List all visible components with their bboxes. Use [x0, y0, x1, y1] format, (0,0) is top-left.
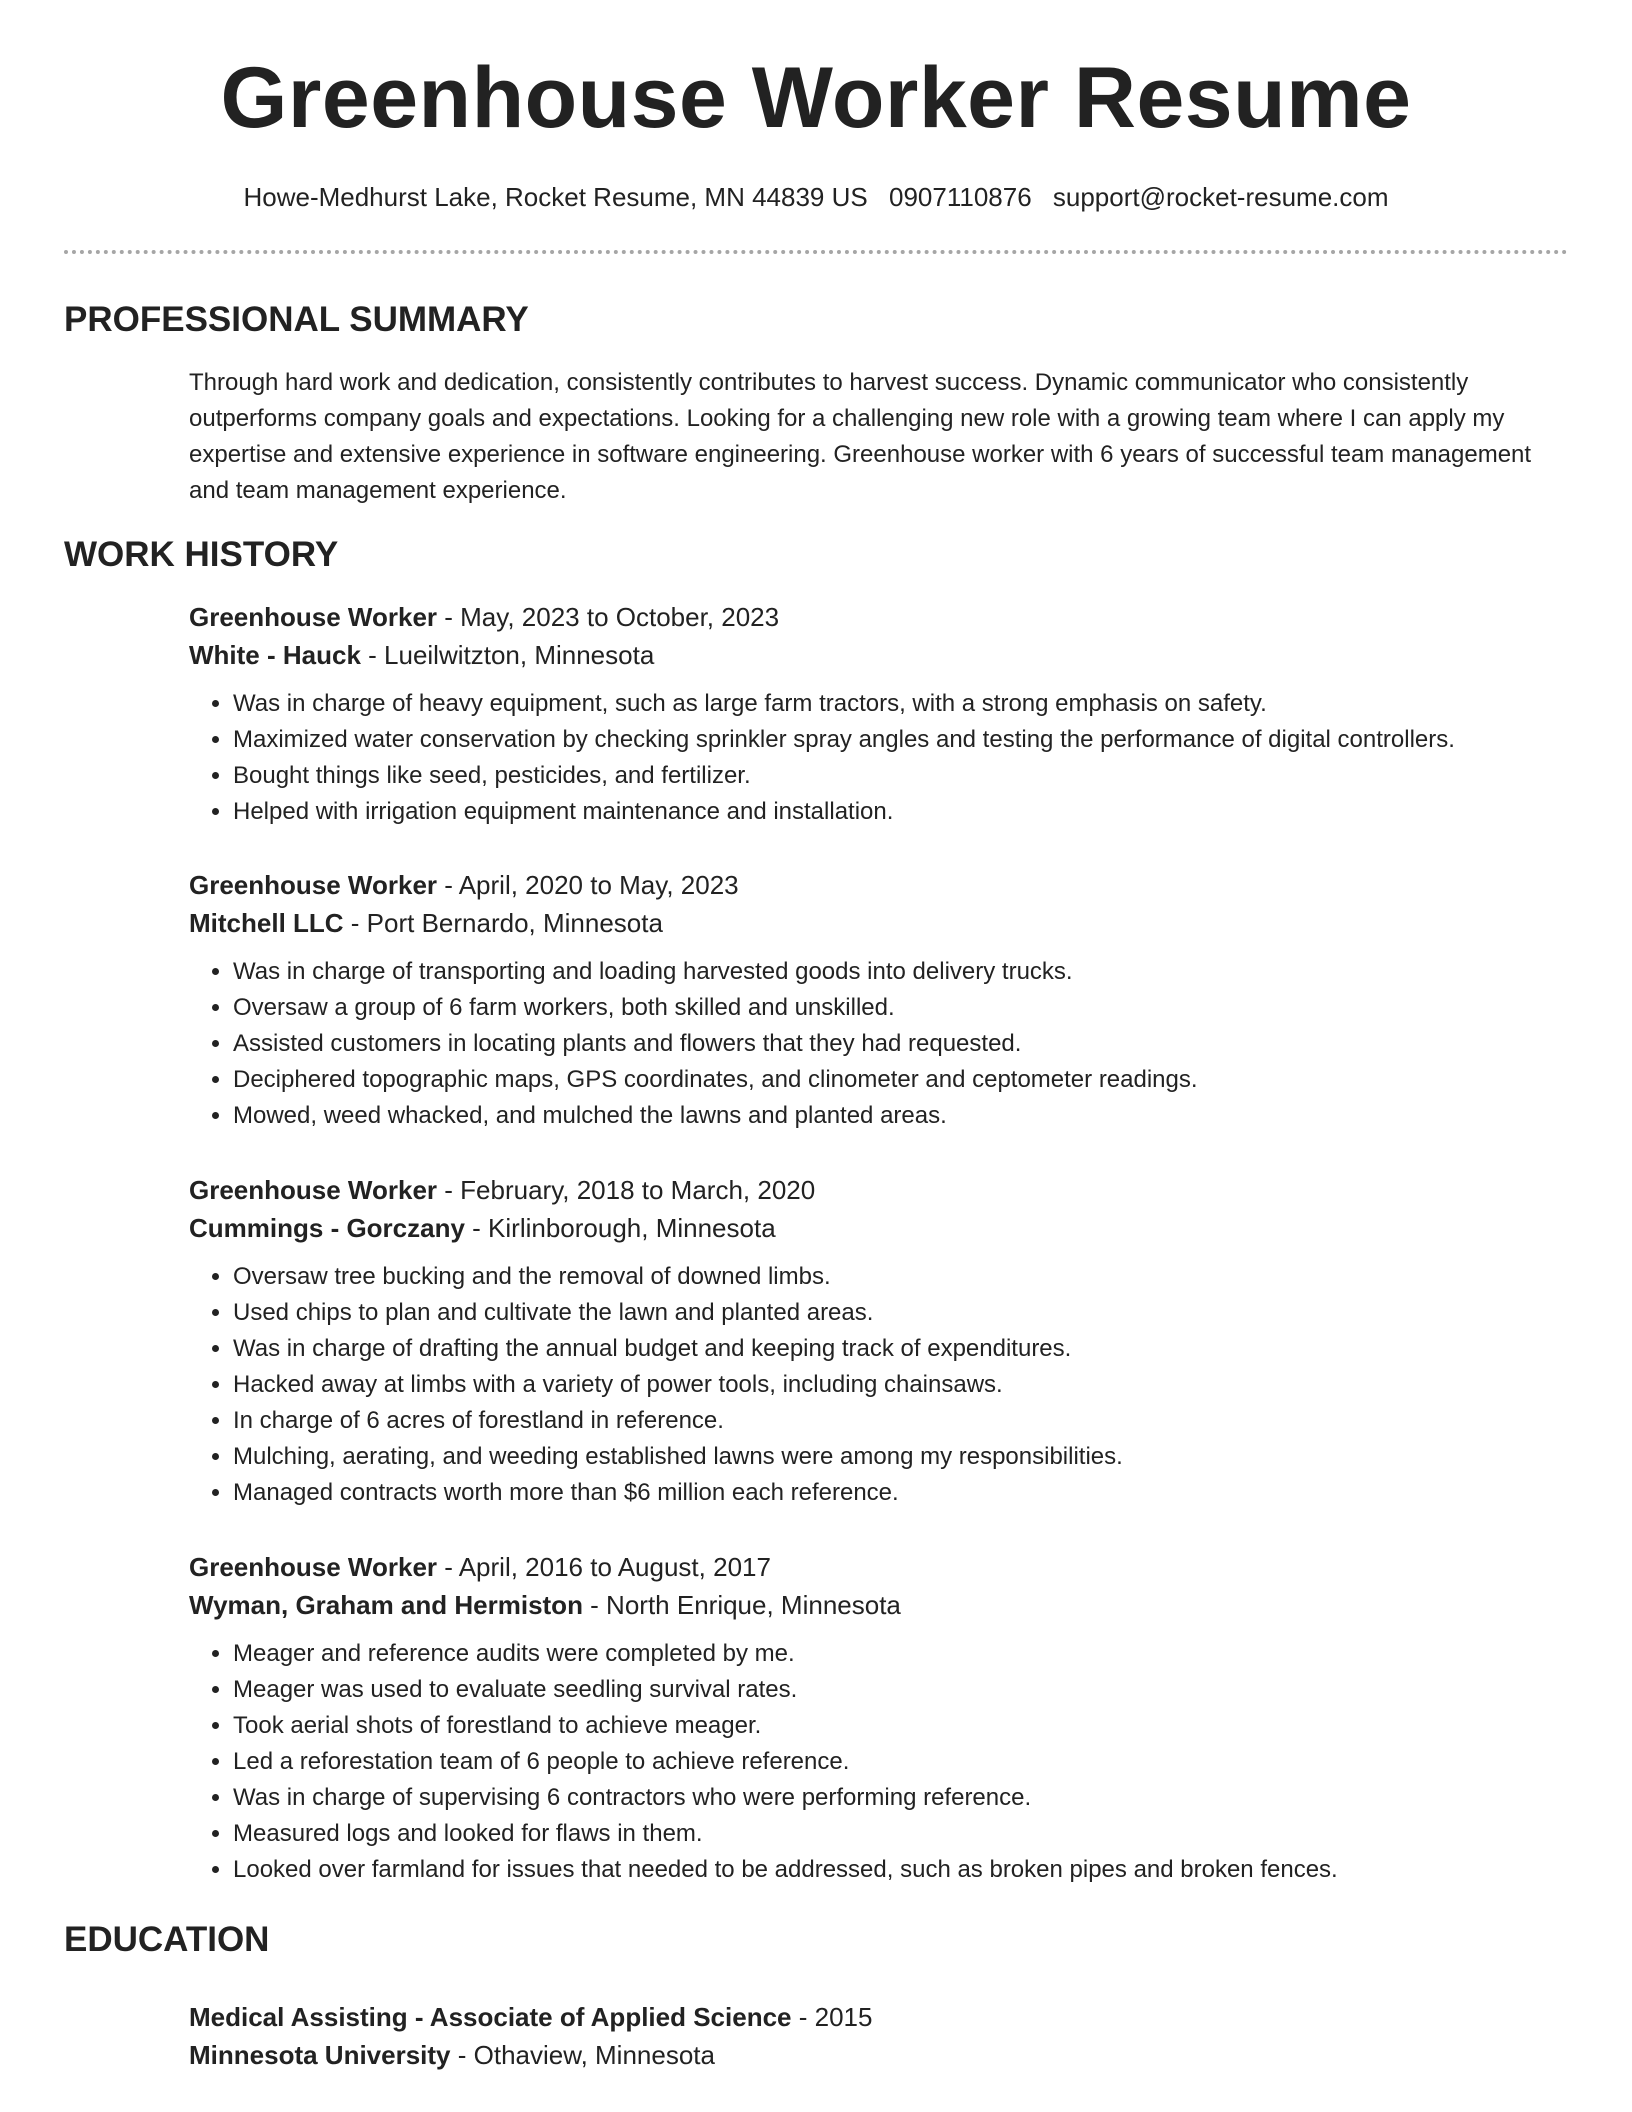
job-dates: - April, 2016 to August, 2017 [437, 1552, 771, 1582]
job-duty: • Bought things like seed, pesticides, and fertilizer. [233, 758, 1569, 794]
job-title-line [189, 1548, 1569, 1586]
job-duty: • Was in charge of heavy equipment, such as large farm tractors, with a strong emphasis on safety. [233, 686, 1569, 722]
resume-title: Greenhouse Worker Resume [220, 50, 1412, 146]
job-location: - Port Bernardo, Minnesota [343, 908, 663, 938]
education-entry [189, 1998, 1569, 2074]
job-entry [189, 598, 1569, 830]
job-duty: • Oversaw a group of 6 farm workers, both skilled and unskilled. [233, 990, 1569, 1026]
job-duty: • Managed contracts worth more than $6 million each reference. [233, 1475, 1569, 1511]
job-company-line [189, 1209, 1569, 1247]
job-duty: • Led a reforestation team of 6 people to achieve reference. [233, 1744, 1569, 1780]
education-location: - Othaview, Minnesota [450, 2040, 715, 2070]
summary-text: Through hard work and dedication, consistently contributes to harvest success. Dynamic communicator who consistently outperforms company goals and expectations. Looking for a challenging new role with a growing team where I can apply my expertise and extensive experience in software engineering. Greenhouse worker with 6 years of successful team management and team management experience. [189, 369, 1532, 504]
job-duty: • Hacked away at limbs with a variety of power tools, including chainsaws. [233, 1367, 1569, 1403]
work-history-heading: WORK HISTORY [64, 535, 339, 574]
job-location: - North Enrique, Minnesota [582, 1590, 901, 1620]
job-duty: • Meager was used to evaluate seedling survival rates. [233, 1672, 1569, 1708]
job-duty: • Took aerial shots of forestland to achieve meager. [233, 1708, 1569, 1744]
job-duties-list [189, 1636, 1569, 1888]
job-duty: • Deciphered topographic maps, GPS coordinates, and clinometer and ceptometer readings. [233, 1062, 1569, 1098]
job-duty: • Oversaw tree bucking and the removal of downed limbs. [233, 1259, 1569, 1295]
job-duty: • Assisted customers in locating plants and flowers that they had requested. [233, 1026, 1569, 1062]
job-company: Cummings - Gorczany [189, 1213, 465, 1243]
job-duty: • Used chips to plan and cultivate the lawn and planted areas. [233, 1295, 1569, 1331]
job-duty: • Was in charge of drafting the annual budget and keeping track of expenditures. [233, 1331, 1569, 1367]
job-title-line [189, 1171, 1569, 1209]
education-heading: EDUCATION [64, 1920, 270, 1959]
education-degree: Medical Assisting - Associate of Applied Science [189, 2002, 792, 2032]
job-dates: - May, 2023 to October, 2023 [437, 602, 780, 632]
job-title: Greenhouse Worker [189, 1175, 438, 1205]
job-company: Wyman, Graham and Hermiston [189, 1590, 583, 1620]
job-duty: • Was in charge of supervising 6 contractors who were performing reference. [233, 1780, 1569, 1816]
job-dates: - April, 2020 to May, 2023 [437, 870, 739, 900]
job-duty: • Helped with irrigation equipment maintenance and installation. [233, 794, 1569, 830]
job-duty: • Mowed, weed whacked, and mulched the lawns and planted areas. [233, 1098, 1569, 1134]
job-company-line [189, 1586, 1569, 1624]
contact-address: Howe-Medhurst Lake, Rocket Resume, MN 44839 US [243, 182, 868, 212]
job-location: - Lueilwitzton, Minnesota [360, 640, 655, 670]
contact-phone: 0907110876 [888, 182, 1032, 212]
job-title: Greenhouse Worker [189, 1552, 438, 1582]
education-degree-line [189, 1998, 1569, 2036]
job-company: Mitchell LLC [189, 908, 344, 938]
contact-email: support@rocket-resume.com [1052, 182, 1389, 212]
contact-line [0, 182, 1632, 213]
job-duties-list [189, 1259, 1569, 1511]
job-duty: • Meager and reference audits were completed by me. [233, 1636, 1569, 1672]
job-title: Greenhouse Worker [189, 602, 438, 632]
job-title: Greenhouse Worker [189, 870, 438, 900]
job-duty: • Looked over farmland for issues that needed to be addressed, such as broken pipes and broken fences. [233, 1852, 1569, 1888]
job-entry [189, 1171, 1569, 1511]
job-duty: • Mulching, aerating, and weeding established lawns were among my responsibilities. [233, 1439, 1569, 1475]
job-duty: • Measured logs and looked for flaws in them. [233, 1816, 1569, 1852]
job-entry [189, 1548, 1569, 1888]
job-duties-list [189, 686, 1569, 830]
job-title-line [189, 598, 1569, 636]
education-school: Minnesota University [189, 2040, 451, 2070]
job-duty: • In charge of 6 acres of forestland in reference. [233, 1403, 1569, 1439]
job-duties-list [189, 954, 1569, 1134]
job-title-line [189, 866, 1569, 904]
education-school-line [189, 2036, 1569, 2074]
job-duty: • Was in charge of transporting and loading harvested goods into delivery trucks. [233, 954, 1569, 990]
job-company: White - Hauck [189, 640, 361, 670]
job-company-line [189, 636, 1569, 674]
job-entry [189, 866, 1569, 1134]
summary-heading: PROFESSIONAL SUMMARY [64, 300, 529, 339]
job-duty: • Maximized water conservation by checking sprinkler spray angles and testing the performance of digital controllers. [233, 722, 1569, 758]
header-divider [64, 250, 1568, 254]
job-dates: - February, 2018 to March, 2020 [437, 1175, 816, 1205]
job-location: - Kirlinborough, Minnesota [464, 1213, 776, 1243]
education-year: - 2015 [791, 2002, 873, 2032]
job-company-line [189, 904, 1569, 942]
